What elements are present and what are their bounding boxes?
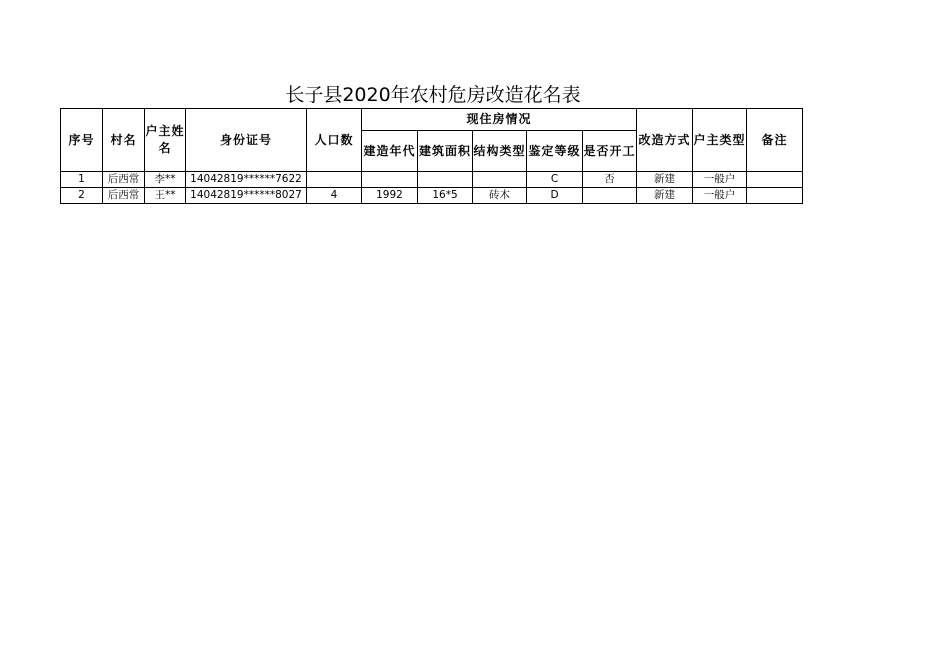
cell-method: 新建 — [637, 172, 693, 188]
cell-household-type: 一般户 — [693, 188, 747, 204]
cell-area — [418, 172, 473, 188]
cell-started: 否 — [583, 172, 637, 188]
header-remarks: 备注 — [747, 109, 803, 172]
cell-started — [583, 188, 637, 204]
cell-village: 后西常 — [103, 172, 145, 188]
cell-household-type: 一般户 — [693, 172, 747, 188]
header-id: 身份证号 — [186, 109, 307, 172]
cell-structure: 砖木 — [473, 188, 527, 204]
table-row — [61, 172, 803, 188]
header-housing-group: 现住房情况 — [362, 109, 637, 131]
cell-seq: 2 — [61, 188, 103, 204]
header-household-type: 户主类型 — [693, 109, 747, 172]
cell-population: 4 — [307, 188, 362, 204]
cell-method: 新建 — [637, 188, 693, 204]
header-area: 建筑面积 — [418, 131, 473, 172]
cell-grade: D — [527, 188, 583, 204]
cell-build-year: 1992 — [362, 188, 418, 204]
cell-structure — [473, 172, 527, 188]
cell-area: 16*5 — [418, 188, 473, 204]
header-village: 村名 — [103, 109, 145, 172]
header-owner: 户主姓名 — [145, 109, 186, 172]
page-title: 长子县2020年农村危房改造花名表 — [285, 84, 581, 106]
header-started: 是否开工 — [583, 131, 637, 172]
header-seq: 序号 — [61, 109, 103, 172]
cell-remarks — [747, 172, 803, 188]
cell-seq: 1 — [61, 172, 103, 188]
header-grade: 鉴定等级 — [527, 131, 583, 172]
cell-owner: 王** — [145, 188, 186, 204]
housing-table — [60, 108, 803, 204]
cell-village: 后西常 — [103, 188, 145, 204]
header-population: 人口数 — [307, 109, 362, 172]
table-row — [61, 188, 803, 204]
cell-owner: 李** — [145, 172, 186, 188]
cell-grade: C — [527, 172, 583, 188]
cell-population — [307, 172, 362, 188]
header-method: 改造方式 — [637, 109, 693, 172]
cell-remarks — [747, 188, 803, 204]
cell-id: 14042819******8027 — [186, 188, 307, 204]
cell-build-year — [362, 172, 418, 188]
header-build-year: 建造年代 — [362, 131, 418, 172]
cell-id: 14042819******7622 — [186, 172, 307, 188]
header-structure: 结构类型 — [473, 131, 527, 172]
